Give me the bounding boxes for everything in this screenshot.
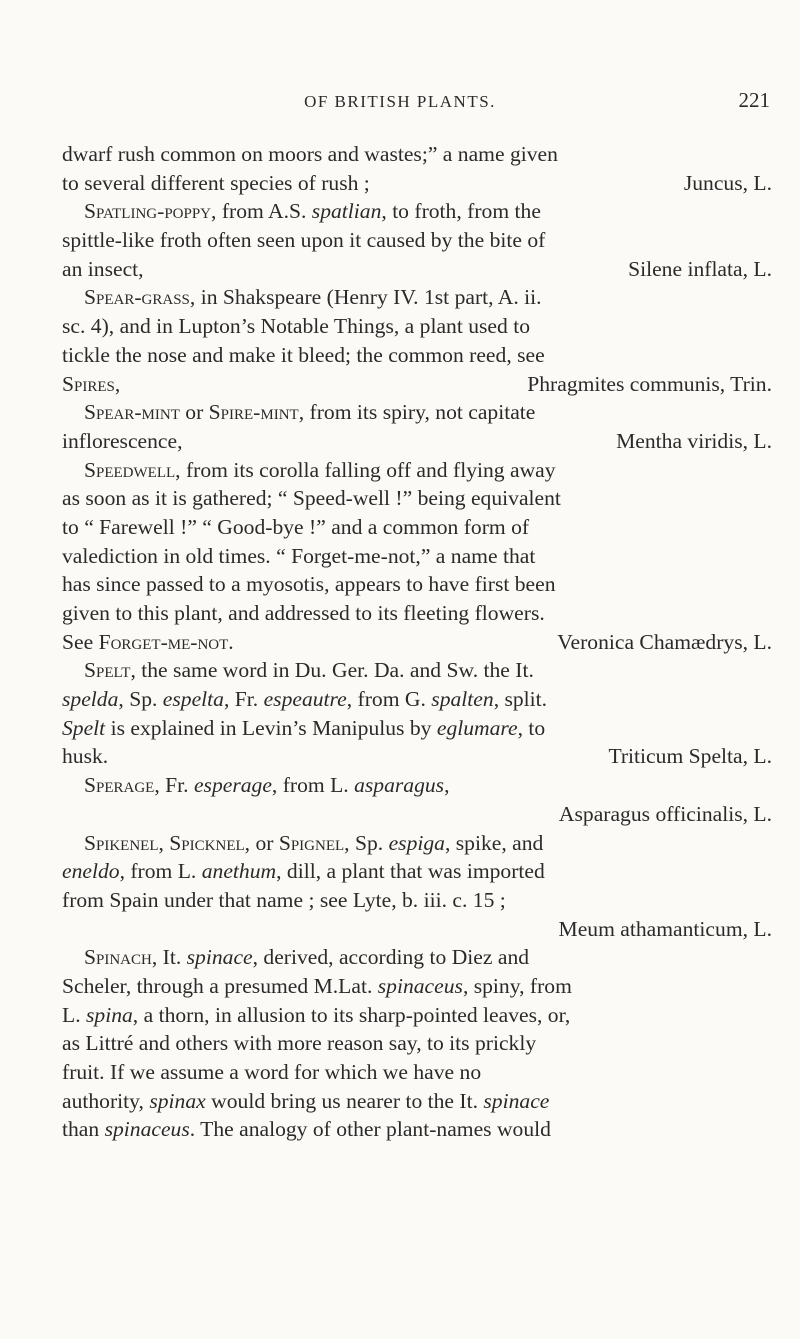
text-segment: , from its spiry, not capitate bbox=[298, 400, 536, 425]
text-line bbox=[62, 857, 772, 886]
running-title: OF BRITISH PLANTS. bbox=[304, 92, 496, 111]
text-segment: , from L. bbox=[271, 773, 355, 798]
body-text bbox=[62, 140, 772, 1144]
text-segment: or bbox=[179, 400, 209, 425]
text-line bbox=[62, 542, 772, 571]
italic-term: spinax bbox=[149, 1088, 206, 1113]
text-segment: from Spain under that name ; see Lyte, b. iii. c. 15 ; bbox=[62, 887, 506, 912]
botanical-name: Juncus, L. bbox=[683, 170, 772, 195]
text-line bbox=[62, 341, 772, 370]
italic-term: spina bbox=[86, 1002, 133, 1027]
italic-term: spatlian bbox=[311, 199, 382, 224]
text-line bbox=[62, 370, 772, 399]
text-line bbox=[62, 226, 772, 255]
text-line bbox=[62, 1058, 772, 1087]
text-segment: , Fr. bbox=[154, 773, 194, 798]
text-segment: , a thorn, in allusion to its sharp-pointed leaves, or, bbox=[132, 1002, 571, 1027]
text-segment: sc. 4), and in Lupton’s Notable Things, a plant used to bbox=[62, 314, 530, 339]
text-segment: , bbox=[114, 371, 121, 396]
text-segment: , Sp. bbox=[118, 687, 163, 712]
text-segment: tickle the nose and make it bleed; the common reed, see bbox=[62, 342, 545, 367]
headword: Speedwell bbox=[84, 457, 176, 482]
text-line bbox=[62, 943, 772, 972]
text-line bbox=[62, 456, 772, 485]
text-line bbox=[62, 513, 772, 542]
italic-term: spinace bbox=[186, 945, 253, 970]
text-segment: , from L. bbox=[119, 859, 202, 884]
text-line bbox=[62, 829, 772, 858]
headword: Spinach bbox=[84, 945, 152, 970]
text-line bbox=[62, 312, 772, 341]
text-line bbox=[62, 800, 772, 829]
text-line bbox=[62, 771, 772, 800]
text-line bbox=[62, 1087, 772, 1116]
text-line bbox=[62, 685, 772, 714]
text-segment: , bbox=[444, 773, 450, 798]
headword: Spikenel bbox=[84, 830, 159, 855]
text-segment: , from its corolla falling off and flying away bbox=[175, 457, 556, 482]
text-line bbox=[62, 714, 772, 743]
text-segment: as soon as it is gathered; “ Speed-well !” being equivalent bbox=[62, 486, 561, 511]
italic-term: asparagus bbox=[354, 773, 445, 798]
text-segment: than bbox=[62, 1117, 105, 1142]
text-segment: Scheler, through a presumed M.Lat. bbox=[62, 973, 378, 998]
text-line bbox=[62, 570, 772, 599]
text-segment: an insect, bbox=[62, 256, 144, 281]
headword: Spires bbox=[62, 371, 115, 396]
botanical-name: Veronica Chamædrys, L. bbox=[557, 629, 772, 654]
text-segment: . The analogy of other plant-names would bbox=[189, 1117, 551, 1142]
text-segment: is explained in Levin’s Manipulus by bbox=[105, 715, 437, 740]
botanical-name: Triticum Spelta, L. bbox=[608, 744, 772, 769]
text-segment: , the same word in Du. Ger. Da. and Sw. the It. bbox=[130, 658, 534, 683]
italic-term: espiga bbox=[388, 830, 445, 855]
page-number: 221 bbox=[738, 88, 770, 112]
text-line bbox=[62, 628, 772, 657]
text-segment: , spike, and bbox=[444, 830, 544, 855]
text-segment: inflorescence, bbox=[62, 428, 183, 453]
text-segment: , from A.S. bbox=[211, 199, 312, 224]
headword: Spatling-poppy bbox=[84, 199, 212, 224]
italic-term: spinaceus bbox=[377, 973, 463, 998]
text-segment: , It. bbox=[151, 945, 187, 970]
italic-term: eneldo bbox=[62, 859, 120, 884]
italic-term: esperage bbox=[193, 773, 272, 798]
text-line bbox=[62, 398, 772, 427]
text-segment: , split. bbox=[493, 687, 548, 712]
text-segment: , Sp. bbox=[344, 830, 389, 855]
headword: Spear-mint bbox=[84, 400, 180, 425]
text-segment: , bbox=[158, 830, 170, 855]
text-segment: to several different species of rush ; bbox=[62, 170, 370, 195]
headword: Spire-mint bbox=[208, 400, 299, 425]
running-head bbox=[0, 88, 800, 118]
text-segment: , or bbox=[244, 830, 279, 855]
text-segment: L. bbox=[62, 1002, 86, 1027]
text-line bbox=[62, 742, 772, 771]
botanical-name: Silene inflata, L. bbox=[628, 256, 772, 281]
text-line bbox=[62, 915, 772, 944]
text-line bbox=[62, 169, 772, 198]
headword: Forget-me-not bbox=[98, 629, 229, 654]
headword: Spear-grass bbox=[84, 285, 190, 310]
botanical-name: Meum athamanticum, L. bbox=[558, 916, 772, 941]
text-segment: , dill, a plant that was imported bbox=[276, 859, 545, 884]
headword: Spelt bbox=[84, 658, 131, 683]
italic-term: Spelt bbox=[62, 715, 106, 740]
text-segment: spittle-like froth often seen upon it caused by the bite of bbox=[62, 228, 546, 253]
text-line bbox=[62, 656, 772, 685]
text-segment: , derived, according to Diez and bbox=[252, 945, 530, 970]
text-line bbox=[62, 886, 772, 915]
text-line bbox=[62, 599, 772, 628]
text-segment: valediction in old times. “ Forget-me-not,” a name that bbox=[62, 543, 536, 568]
italic-term: espeautre bbox=[263, 687, 347, 712]
text-line bbox=[62, 972, 772, 1001]
text-segment: fruit. If we assume a word for which we have no bbox=[62, 1060, 482, 1084]
text-line bbox=[62, 1029, 772, 1058]
text-segment: , Fr. bbox=[223, 687, 264, 712]
headword: Spignel bbox=[278, 830, 345, 855]
headword: Spicknel bbox=[169, 830, 245, 855]
text-line bbox=[62, 484, 772, 513]
text-segment: husk. bbox=[62, 744, 109, 769]
botanical-name: Phragmites communis, Trin. bbox=[527, 371, 772, 396]
text-segment: authority, bbox=[62, 1088, 150, 1113]
text-segment: dwarf rush common on moors and wastes;” a name given bbox=[62, 142, 558, 166]
text-segment: has since passed to a myosotis, appears to have first been bbox=[62, 572, 556, 597]
italic-term: spelda bbox=[62, 687, 119, 712]
headword: Sperage bbox=[84, 773, 155, 798]
text-line bbox=[62, 1115, 772, 1144]
text-line bbox=[62, 283, 772, 312]
botanical-name: Mentha viridis, L. bbox=[616, 428, 772, 453]
text-line bbox=[62, 255, 772, 284]
text-segment: , to froth, from the bbox=[381, 199, 541, 224]
text-segment: See bbox=[62, 629, 99, 654]
text-segment: given to this plant, and addressed to its fleeting flowers. bbox=[62, 601, 545, 625]
italic-term: spinaceus bbox=[104, 1117, 190, 1142]
text-line bbox=[62, 140, 772, 169]
italic-term: spinace bbox=[483, 1088, 550, 1113]
text-line bbox=[62, 1001, 772, 1030]
italic-term: anethum bbox=[201, 859, 277, 884]
italic-term: espelta bbox=[162, 687, 224, 712]
text-line bbox=[62, 197, 772, 226]
text-segment: to “ Farewell !” “ Good-bye !” and a common form of bbox=[62, 514, 530, 539]
text-segment: , to bbox=[517, 715, 546, 740]
italic-term: eglumare bbox=[436, 715, 518, 740]
text-segment: , in Shakspeare (Henry IV. 1st part, A. ii. bbox=[189, 285, 542, 310]
text-segment: , spiny, from bbox=[462, 973, 572, 998]
text-segment: . bbox=[228, 629, 234, 654]
text-segment: , from G. bbox=[346, 687, 432, 712]
botanical-name: Asparagus officinalis, L. bbox=[558, 801, 772, 826]
text-segment: as Littré and others with more reason say, to its prickly bbox=[62, 1031, 537, 1056]
text-segment: would bring us nearer to the It. bbox=[205, 1088, 484, 1113]
text-line bbox=[62, 427, 772, 456]
italic-term: spalten bbox=[431, 687, 494, 712]
